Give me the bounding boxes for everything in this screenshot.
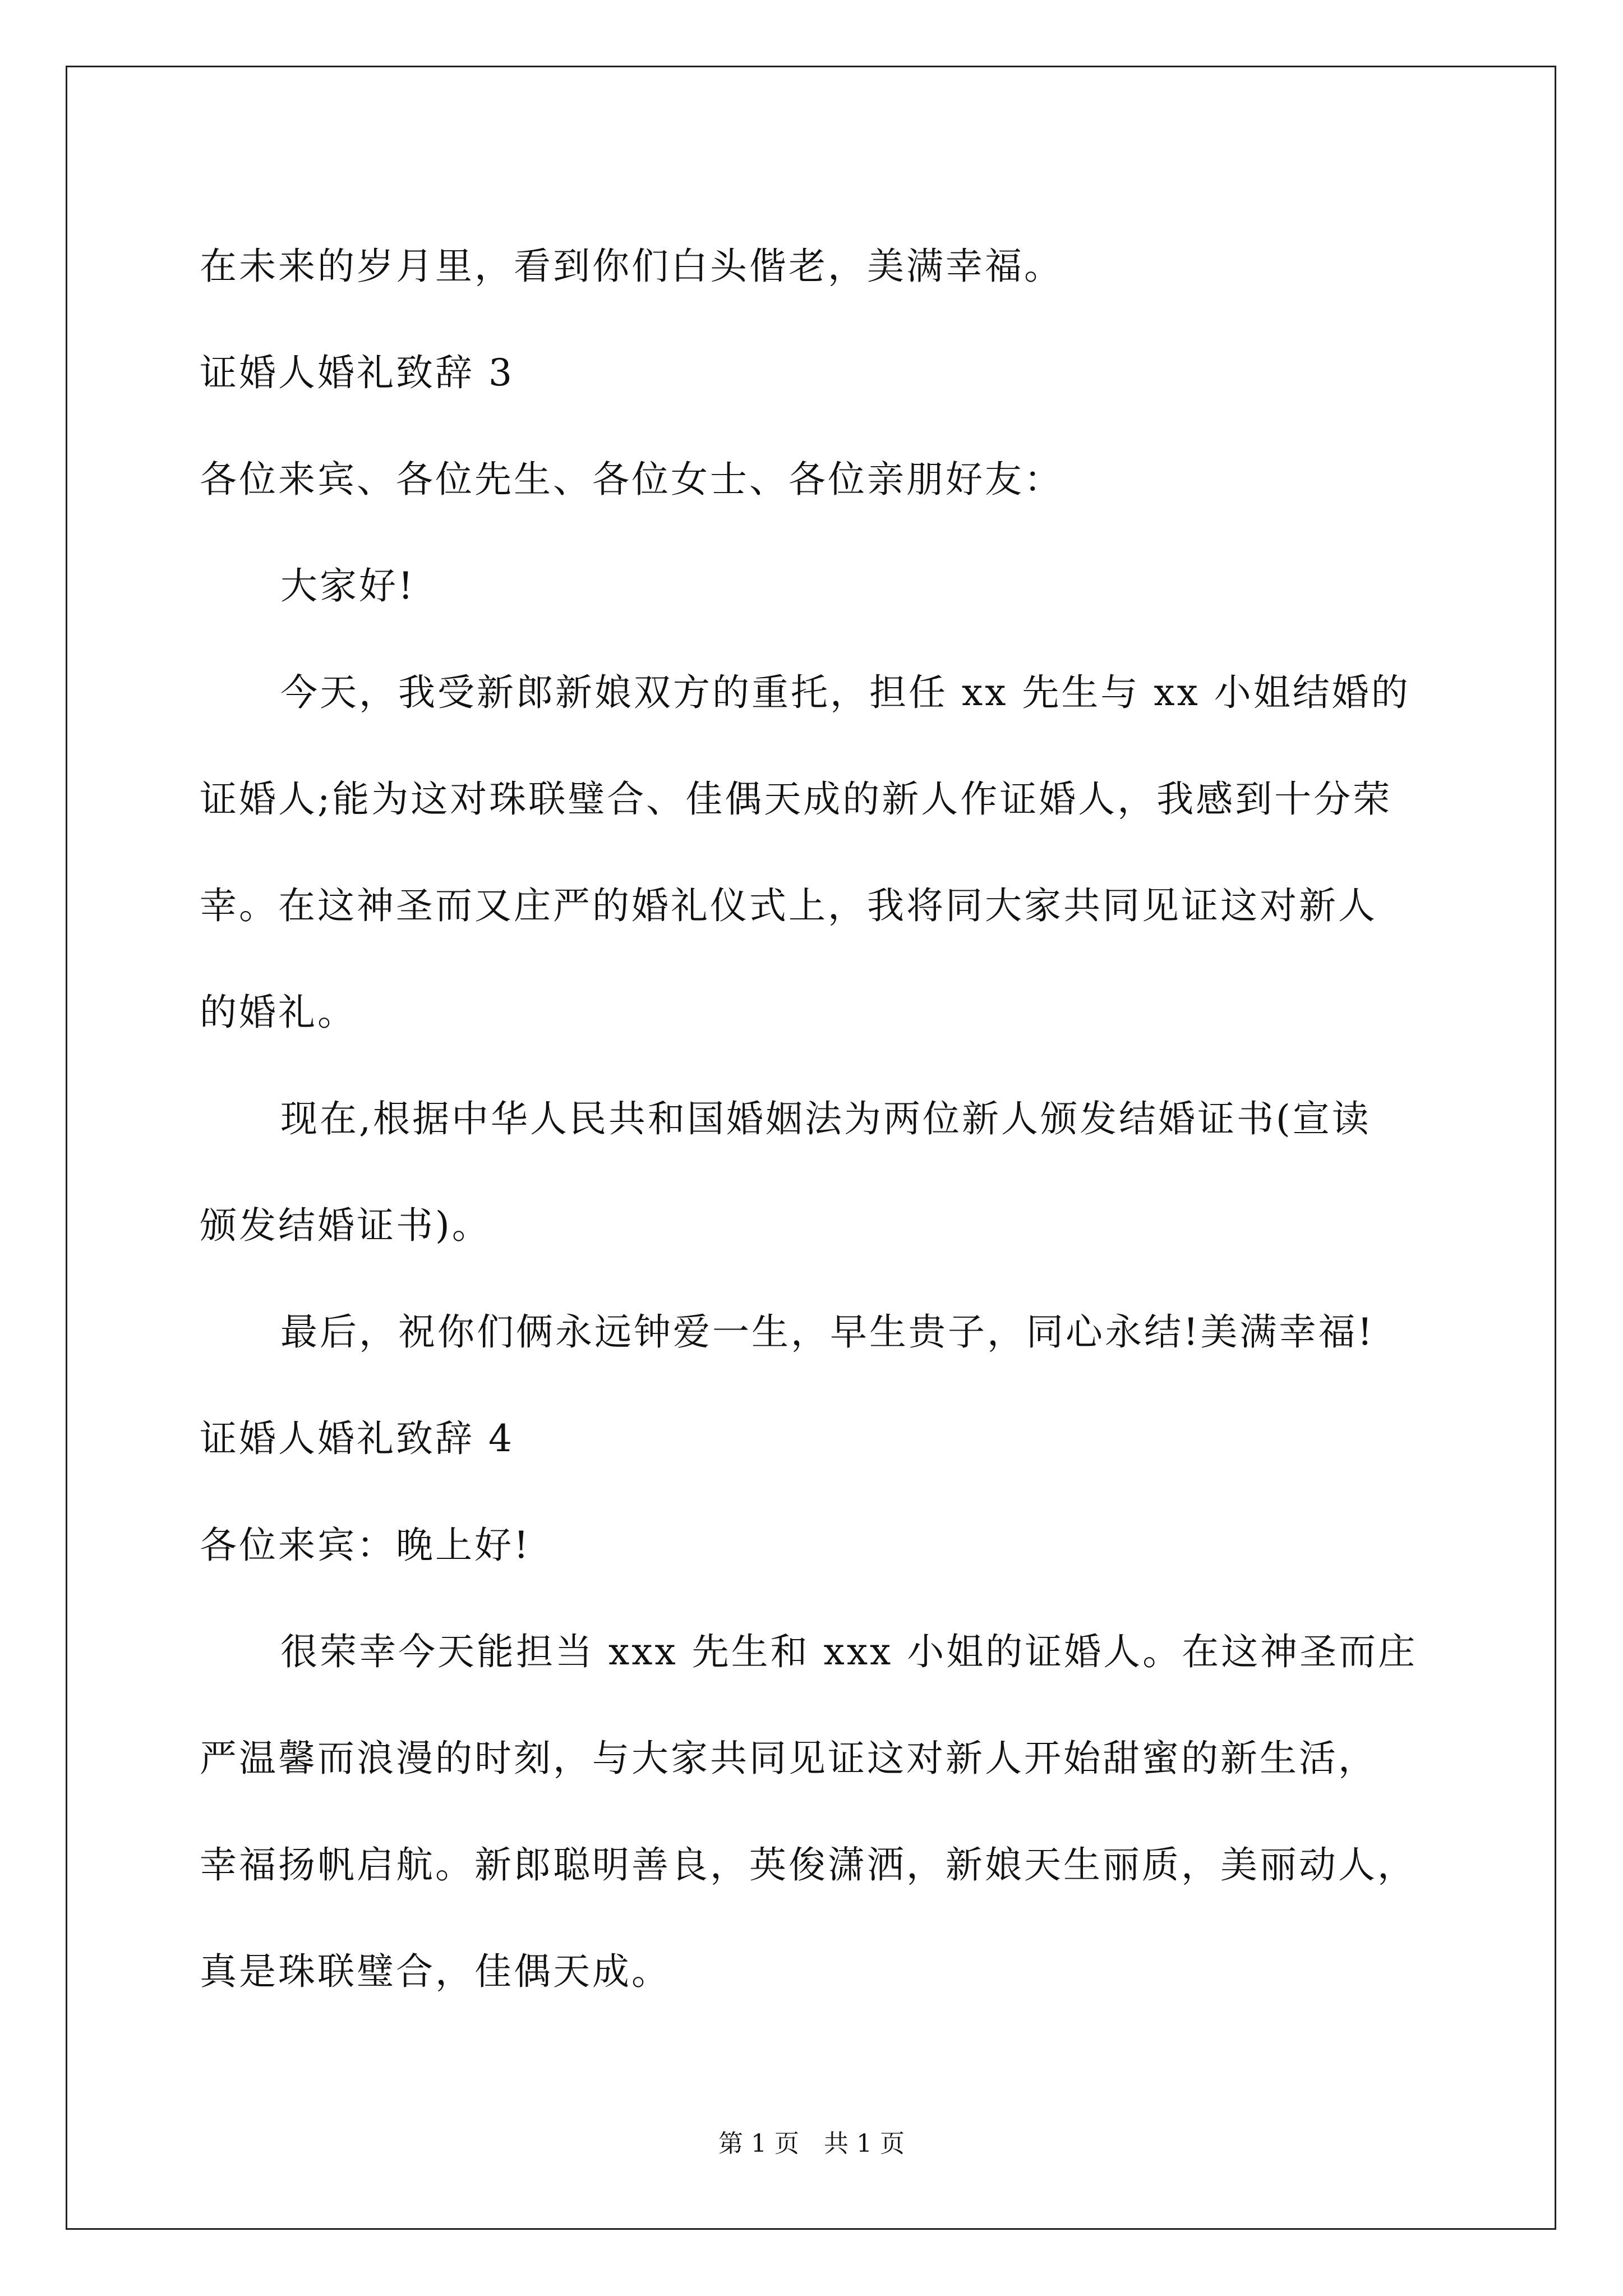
paragraph-line: 的婚礼。 (200, 991, 357, 1034)
paragraph-line: 幸。在这神圣而又庄严的婚礼仪式上，我将同大家共同见证这对新人 (200, 884, 1377, 927)
document-body (200, 213, 1450, 2025)
salutation: 各位来宾：晚上好! (200, 1524, 531, 1567)
paragraph-line: 严温馨而浪漫的时刻，与大家共同见证这对新人开始甜蜜的新生活， (200, 1737, 1377, 1780)
paragraph-line: 现在,根据中华人民共和国婚姻法为两位新人颁发结婚证书(宣读 (280, 1097, 1371, 1140)
section-heading: 证婚人婚礼致辞 3 (200, 351, 514, 394)
page-number-footer: 第 1 页 共 1 页 (718, 2129, 905, 2158)
greeting: 大家好! (280, 564, 416, 608)
paragraph-line: 证婚人;能为这对珠联璧合、佳偶天成的新人作证婚人，我感到十分荣 (200, 777, 1393, 821)
text-line: 在未来的岁月里，看到你们白头偕老，美满幸福。 (200, 245, 1063, 288)
paragraph-line: 颁发结婚证书)。 (200, 1204, 491, 1247)
paragraph-line: 幸福扬帆启航。新郎聪明善良，英俊潇洒，新娘天生丽质，美丽动人， (200, 1843, 1417, 1887)
paragraph-line: 很荣幸今天能担当 xxx 先生和 xxx 小姐的证婚人。在这神圣而庄 (280, 1630, 1418, 1673)
paragraph-line: 真是珠联璧合，佳偶天成。 (200, 1950, 671, 1993)
paragraph-line: 今天，我受新郎新娘双方的重托，担任 xx 先生与 xx 小姐结婚的 (280, 671, 1410, 714)
salutation: 各位来宾、各位先生、各位女士、各位亲朋好友： (200, 458, 1063, 501)
paragraph-line: 最后，祝你们俩永远钟爱一生，早生贵子，同心永结!美满幸福! (280, 1310, 1375, 1354)
section-heading: 证婚人婚礼致辞 4 (200, 1417, 514, 1460)
